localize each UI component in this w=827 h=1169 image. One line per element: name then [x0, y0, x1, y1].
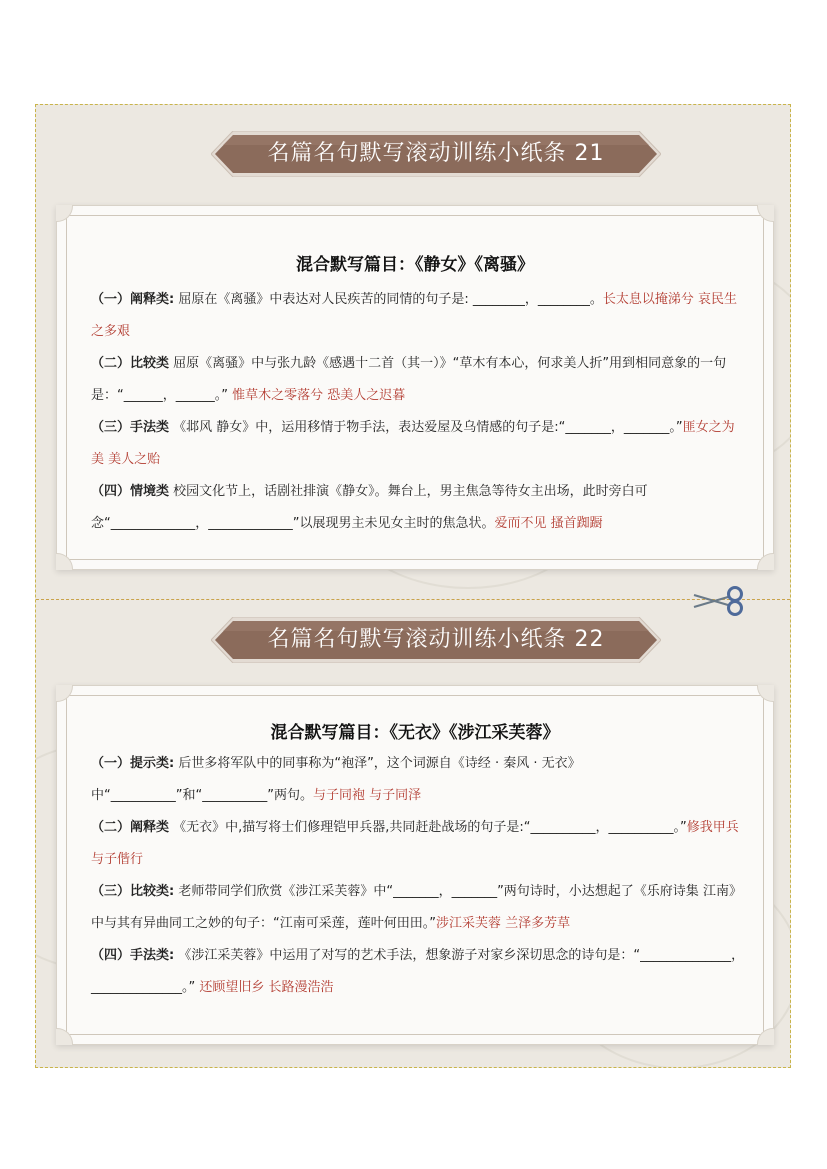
question-label: （四）情境类 — [91, 484, 170, 499]
scissors-icon — [692, 585, 746, 617]
question-label: （一）阐释类: — [91, 292, 175, 307]
sheet1-banner — [211, 131, 661, 177]
question-text: 后世多将军队中的同事称为“袍泽”，这个词源自《诗经 · 秦风 · 无衣》中“__________”和“__________”两句。 — [91, 756, 581, 803]
question-text: 屈原在《离骚》中表达对人民疾苦的同情的句子是: ________，________。 — [174, 292, 603, 307]
answer-text: 匪女之为美 美人之贻 — [91, 420, 735, 467]
sheet2-question-4 — [91, 940, 747, 1004]
sheet2-banner — [211, 617, 661, 663]
sheet2-question-1 — [91, 748, 747, 812]
question-label: （二）阐释类 — [91, 820, 170, 835]
question-label: （三）比较类: — [91, 884, 175, 899]
answer-text: 修我甲兵 与子偕行 — [91, 820, 739, 867]
question-text: 校园文化节上，话剧社排演《静女》。舞台上，男主焦急等待女主出场，此时旁白可念“_____________，_____________”以展现男主未见女主时的焦急状。 — [91, 484, 648, 531]
answer-text: 长太息以掩涕兮 哀民生之多艰 — [91, 292, 737, 339]
question-text: 老师带同学们欣赏《涉江采芙蓉》中“_______，_______”两句诗时，小达想起了《乐府诗集 江南》中与其有异曲同工之妙的句子：“江南可采莲，莲叶何田田。” — [91, 884, 742, 931]
sheet1-heading: 混合默写篇目：《静女》《离骚》 — [296, 255, 534, 275]
question-label: （二）比较类 — [91, 356, 170, 371]
worksheet-frame — [35, 104, 791, 1068]
sheet2-card — [56, 685, 774, 1045]
question-label: （三）手法类 — [91, 420, 170, 435]
sheet2-question-3 — [91, 876, 747, 940]
sheet2-question-2 — [91, 812, 747, 876]
question-text: 《无衣》中,描写将士们修理铠甲兵器,共同赶赴战场的句子是:“__________，__________。” — [169, 820, 687, 835]
cut-line — [36, 599, 790, 600]
question-text: 屈原《离骚》中与张九龄《感遇十二首（其一）》“草木有本心，何求美人折”用到相同意象的一句是：“______，______。” — [91, 356, 727, 403]
question-label: （一）提示类: — [91, 756, 175, 771]
question-label: （四）手法类: — [91, 948, 175, 963]
sheet1-question-2 — [91, 348, 747, 412]
sheet1-question-4 — [91, 476, 747, 540]
answer-text: 与子同袍 与子同泽 — [312, 788, 422, 803]
sheet1-question-3 — [91, 412, 747, 476]
sheet1-card — [56, 205, 774, 570]
answer-text: 爱而不见 搔首踟蹰 — [494, 516, 603, 531]
sheet1-banner-title: 名篇名句默写滚动训练小纸条 21 — [267, 141, 605, 166]
question-text: 《涉江采芙蓉》中运用了对写的艺术手法，想象游子对家乡深切思念的诗句是：“______________，______________。” — [91, 948, 745, 995]
sheet2-heading: 混合默写篇目：《无衣》《涉江采芙蓉》 — [270, 723, 560, 743]
answer-text: 还顾望旧乡 长路漫浩浩 — [199, 980, 334, 995]
sheet1-question-1 — [91, 284, 747, 348]
answer-text: 惟草木之零落兮 恐美人之迟暮 — [232, 388, 406, 403]
answer-text: 涉江采芙蓉 兰泽多芳草 — [435, 916, 571, 931]
question-text: 《邶风 静女》中，运用移情于物手法，表达爱屋及乌情感的句子是:“_______，_______。” — [169, 420, 683, 435]
sheet2-banner-title: 名篇名句默写滚动训练小纸条 22 — [267, 627, 605, 652]
